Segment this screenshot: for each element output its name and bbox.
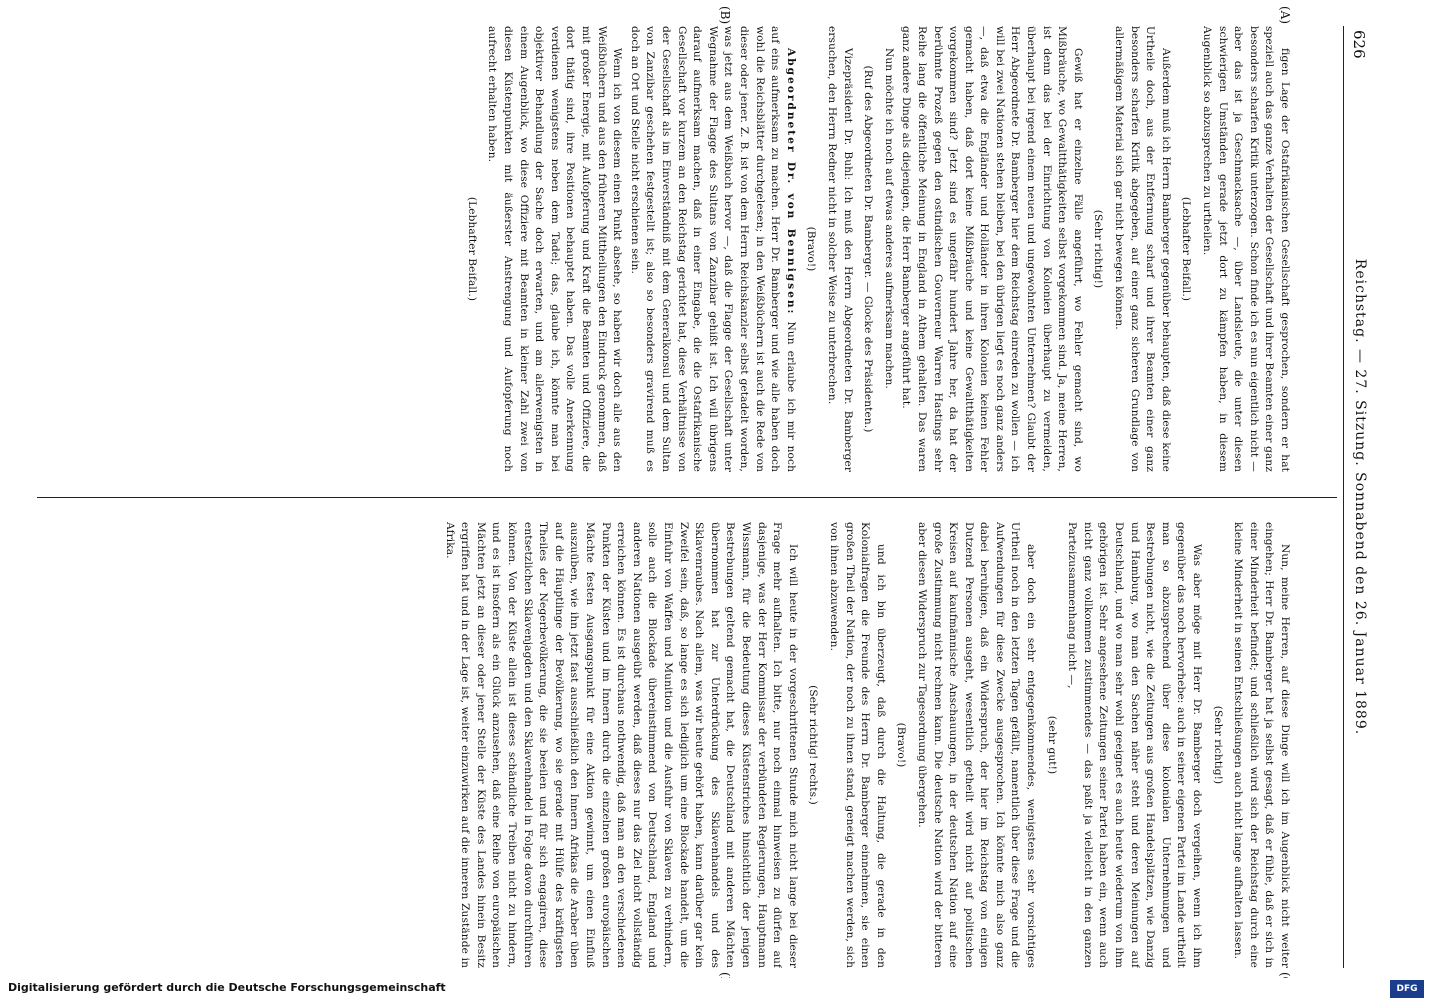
digitization-footer [0, 978, 1432, 1000]
reaction-note: (Sehr richtig!) [1092, 209, 1105, 289]
reaction-note: (Lebhafter Beifall.) [1180, 196, 1193, 302]
paragraph: Außerdem muß ich Herrn Bamberger gegenüber behaupten, daß diese keine Urtheile doch, aus der Entfernung scharf und ihrer Beamten einer ganz besonders scharfen Kritik abgegeben, auf einer ganz sicheren Grundlage von allermäßigem Material sich gar nicht bewegen können. [1113, 26, 1172, 472]
column-divider [37, 497, 1337, 498]
paragraph: Was aber möge mit Herr Dr. Bamberger doch vergeihen, wenn ich ihm gegenüber das noch hervorhebe: auch in seiner eigenen Partei im Lande urtheilt man so abzusprechend über diese kolonialen Unternehmungen und Bestrebungen nicht, wie die Zeitungen aus großen Handelsplätzen, wie Danzig und Hamburg, wo man den Sachen näher steht und deren Meinungen auf Deutschland, und wo man sehr wohl geeignet es auch heute wiederum von ihm gehörigen ist. Sehr angesehene Zeitungen seiner Partei haben ein, wenn auch nicht ganz vollkommen zustimmendes — das paßt ja vielleicht in den ganzen Parteizusammenhang nicht —, [1066, 522, 1204, 968]
paragraph: aber doch ein sehr entgegenkommendes, wenigstens sehr vorsichtiges Urtheil noch in den letzten Tagen gefällt, namentlich über diese Frage und die Aufwendungen für diese Zwecke ausgesprochen. Ich könnte mich also ganz dabei beruhigen, daß ein Widerspruch, der hier im Reichstag von einigen Dutzend Personen ausgeht, wesentlich getheilt wird nicht auf politischen Kreisen auf kaufmännische Anschauungen, in der deutschen Nation auf eine große Zustimmung nicht rechnen kann. Die deutsche Nation wird der bitteren aber diesen Widerspruch zur Tagesordnung übergehen. [915, 522, 1038, 968]
paragraph: Nun, meine Herren, auf diese Dinge will ich im Augenblick nicht weiter eingehen; Herr Dr. Bamberger hat ja selbst gesagt, daß er fühle, daß er sich in einer Minderheit befindet; und schließlich wird sich der Reichstag durch eine kleine Minderheit in seinen Entschließungen auch nicht lange aufhalten lassen. [1232, 522, 1291, 968]
page-number: 626 [1350, 30, 1368, 59]
speaker-name: Abgeordneter Dr. von Bennigsen: [784, 48, 797, 316]
margin-mark-b: (B) [718, 6, 732, 25]
reaction-note: (sehr gut!) [1045, 715, 1058, 775]
reaction-note: (Bravo!) [895, 722, 908, 768]
paragraph: Wenn ich von diesem einen Punkt absehe, so haben wir doch alle aus den Weißbüchern und aus den früheren Mittheilungen den Eindruck genommen, daß mit großer Energie, mit Aufopferung und Kraft die Beamten und Offiziere, die dort thätig sind, ihre Positionen behauptet haben. Das volle Anerkennung verdienen wenigstens neben dem Tadel; das, glaube ich, könnte man bei objektiver Behandlung der Sache doch erwarten, und am allerwenigsten in einem Augenblick, wo diese Offiziere mit Beamten in kleiner Zahl zwei von diesen Küstenpunkten mit äußerster Anstrengung und Aufopferung noch aufrecht erhalten haben. [486, 26, 624, 472]
page-header [1343, 26, 1374, 968]
reaction-note: (Bravo!) [805, 226, 818, 272]
margin-mark-a: (A) [1278, 6, 1292, 25]
paragraph: figen Lage der Ostafrikanischen Gesellschaft gesprochen, sondern er hat speziell auch das ganze Verhalten der Gesellschaft und ihrer Beamten einer ganz besonders scharfen Kritik unterzogen. Schon finde ich es nun eigentlich nicht — aber das ist ja Geschmacksache —, über Landsleute, die unter diesen schwierigen Umständen gerade jetzt dort zu kämpfen haben, in diesem Augenblick so abzusprechen zu urtheilen. [1201, 26, 1291, 472]
running-head: Reichstag. — 27. Sitzung. Sonnabend den 26. Januar 1889. [1352, 258, 1368, 736]
paragraph: Nun möchte ich noch auf etwas anderes aufmerksam machen. [882, 48, 895, 389]
right-text-column [52, 522, 1292, 968]
reaction-note: (Ruf des Abgeordneten Dr. Bamberger. — Glocke des Präsidenten.) [862, 65, 875, 433]
paragraph: und ich bin überzeugt, daß durch die Haltung, die gerade in den Kolonialfragen die Freunde des Herrn Dr. Bamberger einnehmen, sie einen großen Theil der Nation, der noch zu ihnen stand, geneigt machen werden, sich von ihnen abzuwenden. [827, 522, 887, 968]
left-text-column [52, 26, 1292, 472]
paragraph: Gewiß hat er einzelne Fälle angeführt, wo Fehler gemacht sind, wo Mißbräuche, wo Gewaltthätigkeiten selbst vorgekommen sind. Ja, meine Herren, ist denn das bei der Einrichtung von Kolonien überhaupt zu vermeiden, überhaupt bei irgend einem neuen und ungewohnten Unternehmen? Glaubt der Herr Abgeordnete Dr. Bamberger hier dem Reichstag einreden zu wollen — ich will bei zwei Nationen stehen bleiben, bei den übrigen liegt es noch ganz anders —, daß etwa die Engländer und Holländer in ihren Kolonien keinen Fehler gemacht haben, daß dort keine Mißbräuche und keine Gewaltthätigkeiten vorgekommen sind? Jetzt sind es ungefähr hundert Jahre her, da hat der berühmte Prozeß gegen den ostindischen Gouverneur Warren Hastings sehr Reihe lang die öffentliche Meinung in England in Athem gehalten. Das waren ganz andere Dinge als diejenigen, die Herr Bamberger angeführt hat. [900, 26, 1084, 472]
paragraph [626, 26, 798, 472]
speech-text: Nun erlaube ich mir noch auf eins aufmerksam zu machen. Herr Dr. Bamberger und wie alle haben doch wohl die Reichsblätter durchgelesen; in den Weißbüchern ist auch die Rede von dieser oder jener. Z. B. ist von dem Herrn Reichskanzler selbst getadelt worden, was jetzt aus dem Weißbuch hervor —, daß die Flagge der Gesellschaft unter Wegnahme der Flagge des Sultans von Zanzibar gehißt ist. Ich will übrigens darauf aufmerksam machen, daß in einer Eingabe, die die Ostafrikanische Gesellschaft vor kurzem an den Reichstag gerichtet hat, diese Verhältnisse von der Gesellschaft als im Einverständniß mit dem Generalkonsul und dem Sultan von Zanzibar geschehen festgestellt ist; also so besonders gravirend muß es doch an Ort und Stelle nicht erschienen sein. [628, 26, 797, 472]
reaction-note: (Sehr richtig!) [1211, 705, 1224, 785]
paragraph: Vizepräsident Dr. Buhl: Ich muß den Herrn Abgeordneten Dr. Bamberger ersuchen, den Herrn Redner nicht in solcher Weise zu unterbrechen. [825, 26, 854, 472]
funding-credit: Digitalisierung gefördert durch die Deutsche Forschungsgemeinschaft [8, 981, 446, 994]
paragraph: Ich will heute in der vorgeschrittenen Stunde mich nicht lange bei dieser Frage mehr aufhalten. Ich bitte, nur noch einmal hinweisen zu dürfen auf dasjenige, was der Herr Kommissar der verbündeten Regierungen, Hauptmann Wissmann, für die Bedeutung dieses Küstenstriches hinsichtlich der jenigen Bestrebungen geltend gemacht hat, die Deutschland mit anderen Mächten übernommen hat zur Unterdrückung des Sklavenhandels und des Sklavenraubes. Nach allem, was wir heute gehört haben, kann darüber gar kein Zweifel sein, daß, so lange es sich lediglich um eine Blockade handelt, um die Einfuhr von Waffen und Munition und die Ausfuhr von Sklaven zu verhindern, solle auch die Blockade übereinstimmend von Deutschland, England und anderen Nationen ausgeübt werden, daß dieses nur das Ziel nicht vollständig erreichen können. Es ist durchaus nothwendig, daß man an den verschiedenen Punkten der Küsten und im Innern durch die einzelnen großen europäischen Mächte festen Ausgangspunkt für eine Aktion gewinnt, um einen Einfluß auszuüben, wie ihn jetzt fast ausschließlich den Innern Afrikas die Araber üben auf die Häuptlinge der Bevölkerung, wo sie gerade mit Hülfe des kräftigsten Theiles der Negerbevölkerung, die sie beeilen und für sich engagiren, diese entsetzlichen Sklavenjagden und den Sklavenhandel in Folge davon durchführen können. Von der Küste allein ist dieses schändliche Treiben nicht zu hindern, und es ist insofern als ein Glück anzusehen, daß eine Reihe von europäischen Mächten jetzt an dieser oder jener Stelle der Küste des Landes hinein Besitz ergriffen hat und in der Lage ist, weiter einzuwirken auf die inneren Zustände in Afrika. [443, 522, 799, 968]
dfg-logo: DFG [1390, 980, 1424, 998]
reaction-note: (Lebhafter Beifall.) [465, 196, 478, 302]
reaction-note: (Sehr richtig! rechts.) [807, 685, 820, 805]
